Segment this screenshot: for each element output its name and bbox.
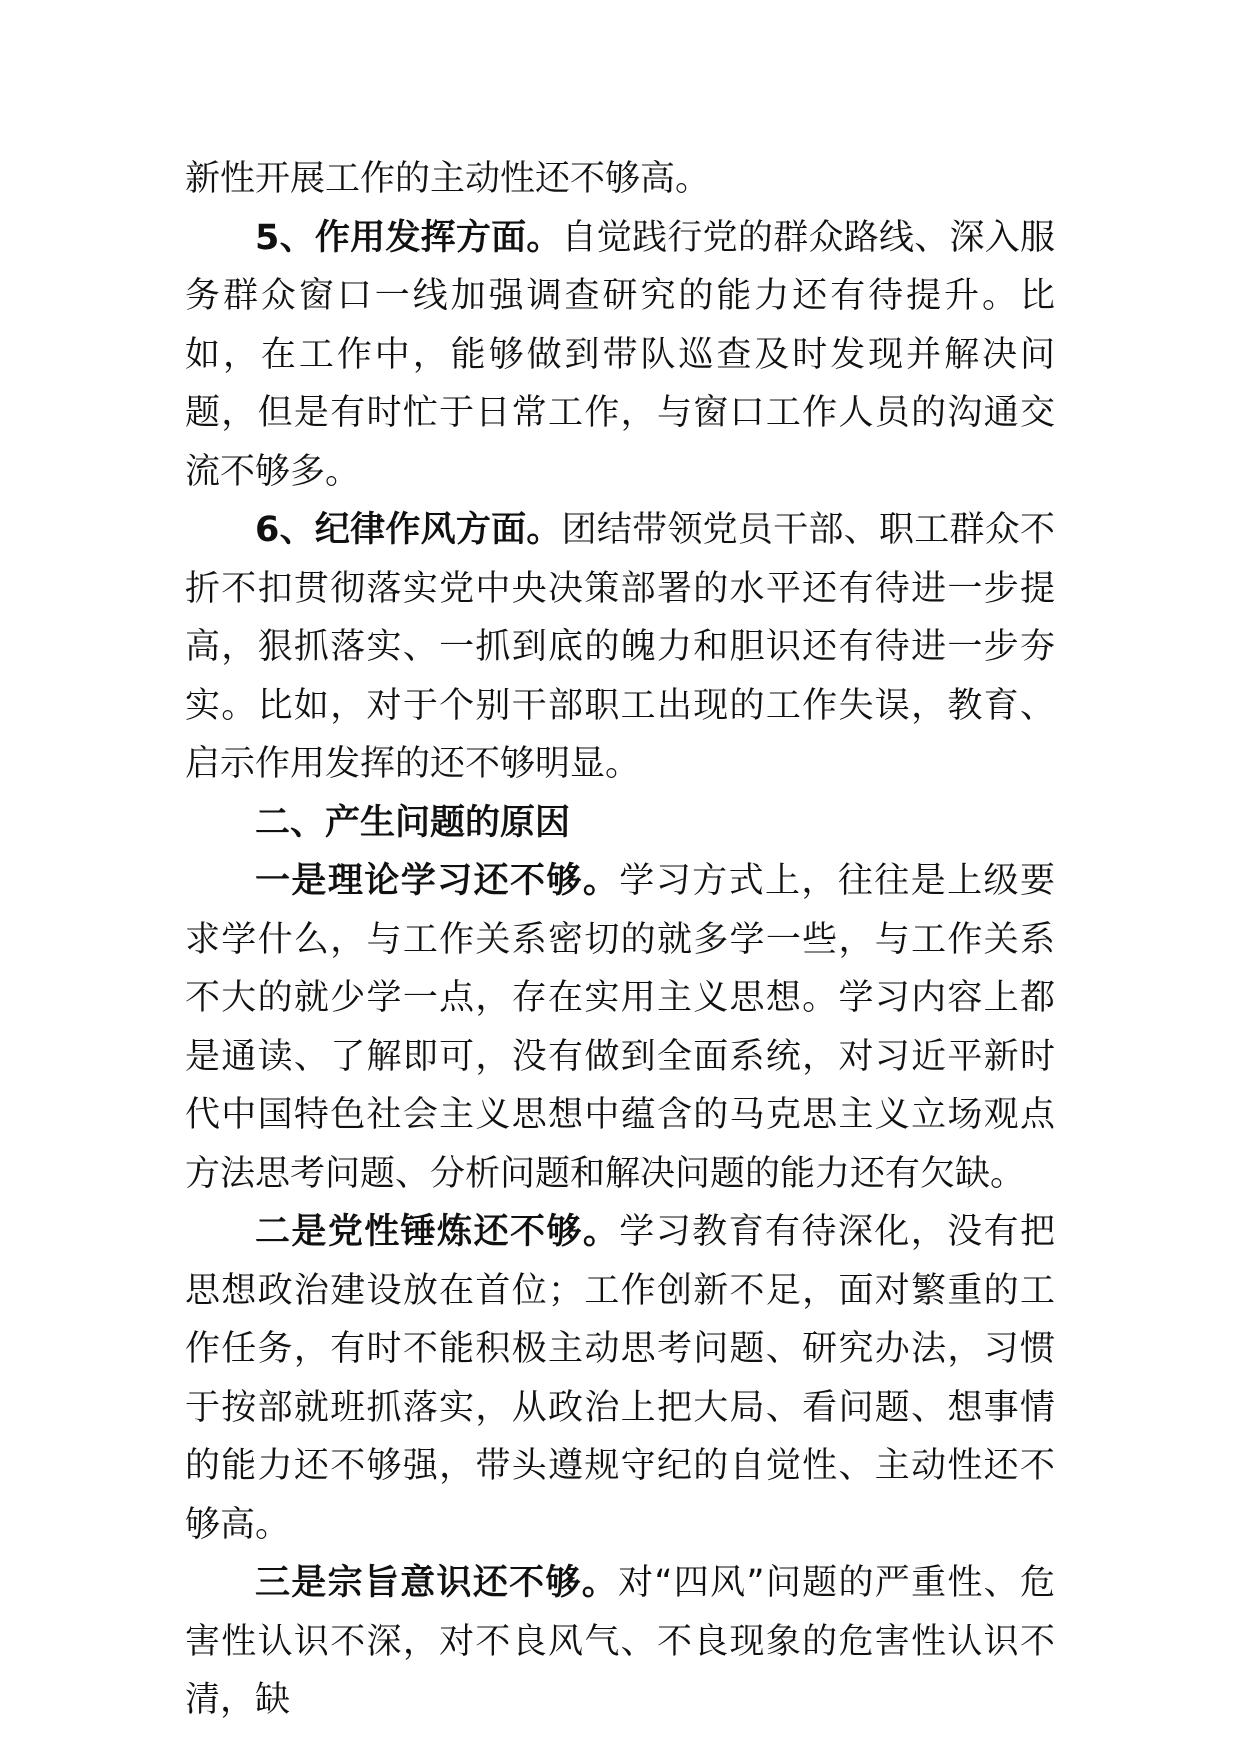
paragraph-text: 学习教育有待深化，没有把思想政治建设放在首位；工作创新不足，面对繁重的工作任务，有时不能积极主动思考问题、研究办法，习惯于按部就班抓落实，从政治上把大局、看问题、想事情的能力还不够强，带头遵规守纪的自觉性、主动性还不够高。 [185,1212,1055,1545]
paragraph-text: 对“四风”问题的严重性、危害性认识不深，对不良风气、不良现象的危害性认识不清，缺 [185,1563,1055,1720]
paragraph-heading: 6、纪律作风方面。 [255,510,562,550]
paragraph-heading: 三是宗旨意识还不够。 [255,1563,619,1603]
paragraph-theory-study [185,852,1055,1203]
paragraph-text: 学习方式上，往往是上级要求学什么，与工作关系密切的就多学一些，与工作关系不大的就少学一点，存在实用主义思想。学习内容上都是通读、了解即可，没有做到全面系统，对习近平新时代中国特色社会主义思想中蕴含的马克思主义立场观点方法思考问题、分析问题和解决问题的能力还有欠缺。 [185,861,1055,1194]
paragraph-heading: 一是理论学习还不够。 [255,861,620,901]
paragraph-text: 团结带领党员干部、职工群众不折不扣贯彻落实党中央决策部署的水平还有待进一步提高，狠抓落实、一抓到底的魄力和胆识还有待进一步夯实。比如，对于个别干部职工出现的工作失误，教育、启示作用发挥的还不够明显。 [185,510,1055,784]
section-heading: 二、产生问题的原因 [255,802,571,843]
document-page [185,150,1055,1730]
paragraph-text: 新性开展工作的主动性还不够高。 [185,159,711,199]
paragraph-purpose-awareness [185,1554,1055,1730]
paragraph-role-performance [185,209,1055,502]
section-heading-causes [185,794,1055,853]
paragraph-heading: 二是党性锤炼还不够。 [255,1212,620,1252]
paragraph-heading: 5、作用发挥方面。 [255,217,562,258]
paragraph-continuation [185,150,1055,209]
paragraph-party-spirit [185,1203,1055,1554]
paragraph-discipline-style [185,501,1055,794]
paragraph-text: 自觉践行党的群众路线、深入服务群众窗口一线加强调查研究的能力还有待提升。比如，在工作中，能够做到带队巡查及时发现并解决问题，但是有时忙于日常工作，与窗口工作人员的沟通交流不够多。 [185,217,1055,492]
